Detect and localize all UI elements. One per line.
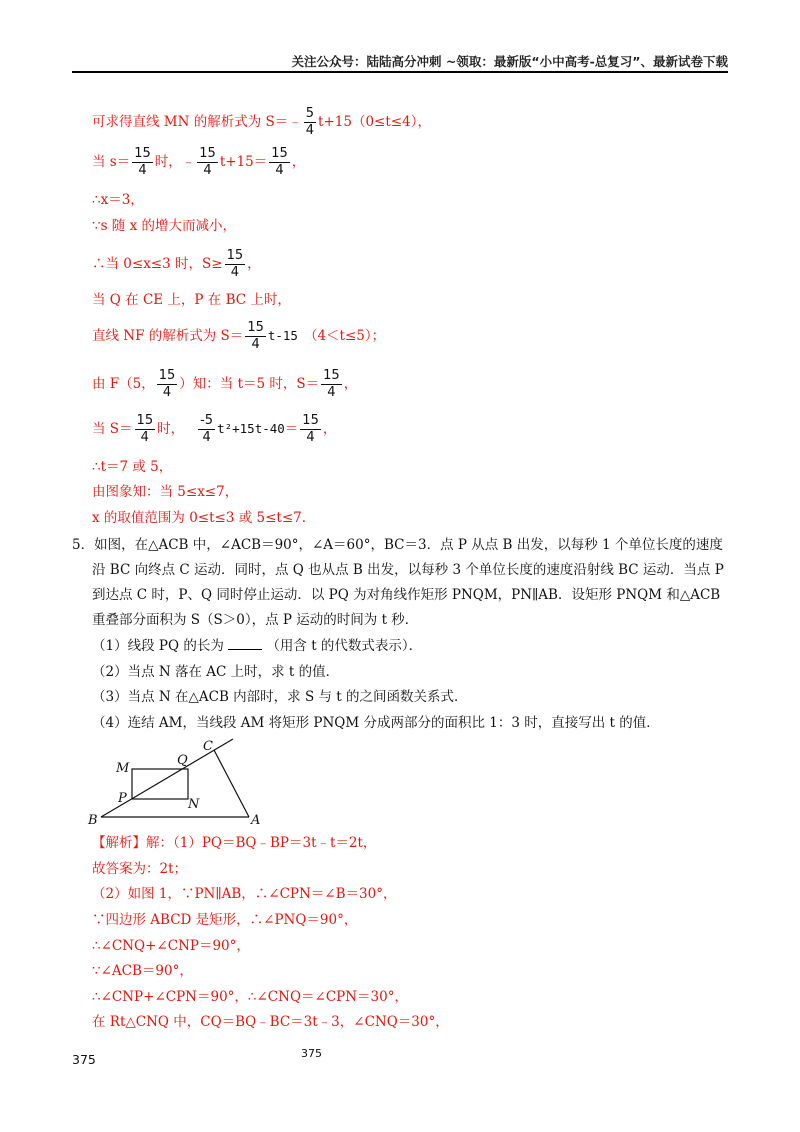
- fraction: $\frac{15}{4}$: [302, 413, 319, 445]
- page-header: 关注公众号：陆陆高分冲刺 ~领取：最新版“小中高考-总复习”、最新试卷下载: [291, 54, 728, 69]
- answer-line-3: （2）如图 1，∵PN∥AB，∴∠CPN＝∠B＝30°，: [92, 886, 397, 902]
- label-C: C: [203, 739, 213, 754]
- solution-line-6: 当 Q 在 CE 上，P 在 BC 上时，: [92, 292, 291, 308]
- fraction: $\frac{-5}{4}$: [200, 413, 214, 445]
- fraction: $\frac{15}{4}$: [247, 320, 264, 352]
- solution-line-11: 由图象知：当 5≤x≤7，: [92, 484, 239, 500]
- label-B: B: [88, 813, 98, 828]
- fraction: $\frac{15}{4}$: [134, 146, 151, 178]
- solution-line-2: 当 s＝ $\frac{15}{4}$ 时，﹣ $\frac{15}{4}$ t+15＝ $\frac{15}{4}$ ，: [92, 146, 306, 178]
- fraction: $\frac{15}{4}$: [158, 368, 176, 400]
- problem-question-1: （1）线段 PQ 的长为 （用含 t 的代数式表示）．: [92, 638, 423, 654]
- header-divider: [72, 71, 728, 73]
- solution-line-1: 可求得直线 MN 的解析式为 S＝﹣ $\frac{5}{4}$ t+15（0≤t≤4），: [92, 106, 431, 138]
- answer-line-7: ∴∠CNP+∠CPN＝90°，∴∠CNQ＝∠CPN＝30°，: [92, 989, 408, 1005]
- answer-line-2: 故答案为：2t；: [92, 861, 188, 877]
- page-number-center: 375: [301, 1047, 322, 1060]
- fraction: $\frac{5}{4}$: [305, 106, 315, 138]
- fraction: $\frac{15}{4}$: [136, 413, 154, 445]
- problem-question-3: （3）当点 N 在△ACB 内部时，求 S 与 t 的之间函数关系式．: [92, 689, 468, 705]
- solution-line-5: ∴当 0≤x≤3 时，S≥ $\frac{15}{4}$ ，: [92, 248, 261, 280]
- answer-blank: [228, 637, 262, 650]
- segment-CA: [214, 750, 249, 817]
- answer-line-5: ∴∠CNQ+∠CNP＝90°，: [92, 938, 250, 954]
- problem-line-4: 重叠部分面积为 S（S＞0），点 P 运动的时间为 t 秒．: [92, 612, 419, 628]
- solution-line-10: ∴t＝7 或 5，: [92, 459, 173, 475]
- solution-line-9: 当 S＝ $\frac{15}{4}$ 时， $\frac{-5}{4}$ t²+15t-40＝ $\frac{15}{4}$ ，: [92, 413, 337, 445]
- answer-line-8: 在 Rt△CNQ 中，CQ＝BQ﹣BC＝3t﹣3，∠CNQ＝30°，: [92, 1014, 449, 1030]
- label-P: P: [118, 791, 127, 806]
- rectangle-PNQM: [132, 769, 188, 799]
- problem-line-2: 沿 BC 向终点 C 运动．同时，点 Q 也从点 B 出发，以每秒 3 个单位长度的速度沿射线 BC 运动．当点 P: [92, 562, 724, 578]
- solution-line-7: 直线 NF 的解析式为 S＝ $\frac{15}{4}$ t-15 （4＜t≤5）；: [92, 320, 386, 352]
- answer-line-6: ∵∠ACB＝90°，: [92, 963, 193, 979]
- problem-question-4: （4）连结 AM，当线段 AM 将矩形 PNQM 分成两部分的面积比 1：3 时，直接写出 t 的值．: [92, 715, 660, 731]
- problem-question-2: （2）当点 N 落在 AC 上时，求 t 的值．: [92, 664, 340, 680]
- fraction: $\frac{15}{4}$: [323, 368, 340, 400]
- page-number-left: 375: [72, 1052, 96, 1067]
- label-A: A: [251, 813, 261, 828]
- problem-line-1: 5．如图，在△ACB 中，∠ACB＝90°，∠A＝60°，BC＝3．点 P 从点 B 出发，以每秒 1 个单位长度的速度: [72, 537, 723, 553]
- answer-line-1: 【解析】解：（1）PQ＝BQ﹣BP＝3t﹣t＝2t，: [92, 835, 377, 851]
- label-Q: Q: [177, 753, 188, 768]
- solution-line-4: ∵s 随 x 的增大而减小，: [92, 218, 237, 234]
- answer-line-4: ∵四边形 ABCD 是矩形，∴∠PNQ＝90°，: [92, 912, 358, 928]
- solution-line-12: x 的取值范围为 0≤t≤3 或 5≤t≤7.: [92, 510, 307, 526]
- problem-line-3: 到达点 C 时，P、Q 同时停止运动．以 PQ 为对角线作矩形 PNQM，PN∥AB．设矩形 PNQM 和△ACB: [92, 587, 721, 603]
- solution-line-8: 由 F（5， $\frac{15}{4}$ ）知：当 t＝5 时，S＝ $\frac{15}{4}$ ，: [92, 368, 358, 400]
- fraction: $\frac{15}{4}$: [271, 146, 288, 178]
- solution-line-3: ∴x＝3，: [92, 192, 144, 208]
- label-M: M: [116, 761, 130, 776]
- label-N: N: [188, 797, 200, 812]
- fraction: $\frac{15}{4}$: [226, 248, 244, 280]
- fraction: $\frac{15}{4}$: [199, 146, 216, 178]
- geometry-figure: [85, 736, 265, 828]
